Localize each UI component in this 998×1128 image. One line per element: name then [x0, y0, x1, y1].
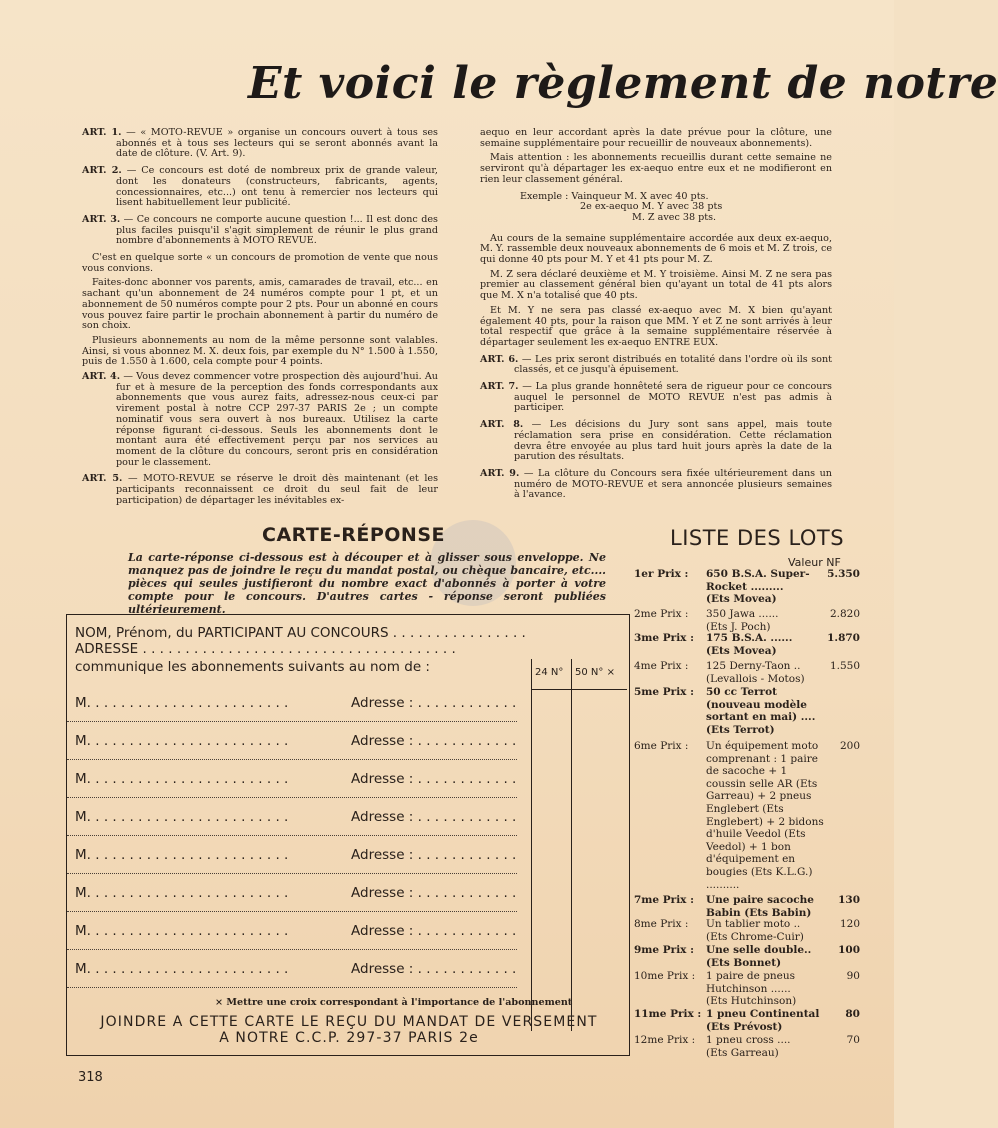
article-text: — MOTO-REVUE se réserve le droit dès maintenant (et les participants reconnaissent ce droit du seul fait de leur participation) de départager les inévitables ex-: [116, 473, 438, 506]
article-label: ART. 4.: [82, 371, 121, 383]
prize-donor: (Ets Movea): [706, 593, 777, 606]
prize-rank-label: Prix :: [662, 944, 694, 956]
prize-value: 100: [838, 944, 860, 956]
prize-donor: (Ets Hutchinson): [706, 995, 797, 1008]
prize-description: [706, 686, 824, 736]
carte-reponse-title: CARTE-RÉPONSE: [262, 524, 446, 546]
article-label: ART. 7.: [480, 381, 519, 393]
participant-address-field[interactable]: ADRESSE . . . . . . . . . . . . . . . . . . . . . . . . . . . . . . . . . . . . .: [75, 641, 456, 657]
prize-donor: (Ets Chrome-Cuir): [706, 930, 804, 943]
subscriber-address-field[interactable]: Adresse : . . . . . . . . . . . .: [351, 885, 517, 901]
prize-item: [634, 1034, 860, 1058]
prize-description: [706, 632, 824, 657]
prize-rank: [634, 632, 704, 645]
subscriber-address-field[interactable]: Adresse : . . . . . . . . . . . .: [351, 809, 517, 825]
prize-rank: [634, 608, 704, 621]
prize-rank-number: 6me: [634, 740, 657, 752]
prize-desc-text: 1 pneu cross ....: [706, 1034, 791, 1046]
prize-rank-number: 3me: [634, 632, 660, 644]
prize-value: 120: [839, 918, 860, 930]
article-label: ART. 2.: [82, 165, 122, 177]
example-line: 2e ex-aequo M. Y avec 38 pts: [580, 201, 723, 213]
prize-description: [706, 970, 824, 1008]
prize-rank-number: 9me: [634, 944, 660, 956]
rule-paragraph: Mais attention : les abonnements recueillis durant cette semaine ne serviront qu'à départager les ex-aequo entre eux et ne modifieront en rien leur classement général.: [480, 152, 832, 185]
prize-desc-text: 50 cc Terrot (nouveau modèle sortant en mai) ....: [706, 686, 816, 724]
subscription-type-table: [531, 659, 627, 1031]
subscriber-name-field[interactable]: M. . . . . . . . . . . . . . . . . . . . . . . .: [75, 847, 289, 863]
prize-desc-text: Un équipement moto comprenant : 1 paire de sacoche + 1 coussin selle AR (Ets Garreau) + 2 pneus Englebert (Ets Englebert) + 2 bidons d'huile Veedol (Ets Veedol) + 1 bon d'équipement en bougies (Ets K.L.G.) ..........: [706, 740, 824, 891]
rule-article: [82, 166, 438, 209]
example-label: Exemple :: [520, 190, 569, 202]
dotted-line: [67, 911, 517, 912]
article-label: ART. 5.: [82, 473, 123, 485]
subscriber-name-field[interactable]: M. . . . . . . . . . . . . . . . . . . . . . . .: [75, 961, 289, 977]
prize-rank-label: Prix :: [666, 970, 696, 982]
prize-rank-number: 8me: [634, 918, 657, 930]
subscriber-name-field[interactable]: M. . . . . . . . . . . . . . . . . . . . . . . .: [75, 733, 289, 749]
prize-value: 5.350: [827, 568, 860, 580]
prize-description: [706, 608, 824, 633]
prize-value: 1.870: [827, 632, 860, 644]
prize-rank-label: Prix :: [666, 1034, 696, 1046]
rule-article: [82, 372, 438, 468]
lots-value-header: Valeur NF: [788, 556, 841, 569]
rule-article: [82, 474, 438, 506]
subscriber-address-field[interactable]: Adresse : . . . . . . . . . . . .: [351, 961, 517, 977]
join-instruction: [75, 1014, 623, 1046]
prize-desc-text: Un tablier moto ..: [706, 918, 801, 930]
subscriber-address-field[interactable]: Adresse : . . . . . . . . . . . .: [351, 923, 517, 939]
article-text: — Les décisions du Jury sont sans appel, mais toute réclamation sera prise en considération. Cette réclamation devra être envoyée au plus tard huit jours après la date de la parution des résultats.: [514, 419, 832, 463]
dotted-line: [67, 835, 517, 836]
article-text: — Les prix seront distribués en totalité dans l'ordre où ils sont classés, et ce jusqu'à épuisement.: [514, 353, 832, 376]
join-line-1: JOINDRE A CETTE CARTE LE REÇU DU MANDAT DE VERSEMENT: [100, 1014, 598, 1030]
prize-item: [634, 944, 860, 968]
article-text: — Vous devez commencer votre prospection dès aujourd'hui. Au fur et à mesure de la perception des fonds correspondants aux abonnements que vous aurez faits, adressez-nous ceux-ci par virement postal à notre CCP 297-37 PARIS 2e ; un compte nominatif vous sera ouvert à nos bureaux. Utilisez la carte réponse figurant ci-dessous. Seuls les abonnements dont le montant aura été effectivement perçu par nos services au moment de la clôture du concours, seront pris en considération pour le classement.: [116, 371, 438, 468]
rule-article: [82, 215, 438, 247]
prize-desc-text: 350 Jawa ......: [706, 608, 779, 620]
prize-item: [634, 686, 860, 738]
rule-paragraph: Et M. Y ne sera pas classé ex-aequo avec M. X bien qu'ayant également 40 pts, pour la raison que MM. Y et Z ne sont arrivés à leur total respectif que grâce à la semaine supplémentaire réservée à départager seulement les ex-aequo ENTRE EUX.: [480, 304, 832, 348]
dotted-line: [67, 987, 517, 988]
prize-rank: [634, 894, 704, 907]
prize-donor: (Ets Prévost): [706, 1020, 783, 1033]
prize-desc-text: 1 pneu Continental: [706, 1008, 820, 1020]
prize-value: 90: [846, 970, 860, 982]
prize-value: 80: [845, 1008, 860, 1020]
prize-donor: (Ets J. Poch): [706, 620, 771, 633]
prize-value: 200: [839, 740, 860, 752]
rule-paragraph: [82, 253, 438, 274]
prize-value: 70: [846, 1034, 860, 1046]
article-label: ART. 1.: [82, 127, 122, 138]
subscriber-name-field[interactable]: M. . . . . . . . . . . . . . . . . . . . . . . .: [75, 771, 289, 787]
dotted-line: [67, 797, 517, 798]
prize-rank: [634, 740, 704, 753]
prize-rank-label: Prix :: [662, 632, 694, 644]
example-line: M. Z avec 38 pts.: [632, 211, 717, 223]
prize-rank-label: Prix :: [660, 918, 689, 930]
prize-desc-text: 125 Derny-Taon ..: [706, 660, 801, 672]
reply-card-form: [66, 614, 630, 1056]
prize-value: 2.820: [829, 608, 860, 620]
join-line-2: A NOTRE C.C.P. 297-37 PARIS 2e: [219, 1030, 479, 1046]
subscriber-name-field[interactable]: M. . . . . . . . . . . . . . . . . . . . . . . .: [75, 695, 289, 711]
article-text: — « MOTO-REVUE » organise un concours ouvert à tous ses abonnés et à tous ses lecteurs qui se seront abonnés avant la date de clôture. (V. Art. 9).: [116, 127, 438, 160]
prize-item: [634, 1008, 860, 1032]
prize-description: [706, 894, 824, 919]
prize-donor: (Ets Movea): [706, 644, 777, 657]
prize-rank: [634, 1008, 704, 1021]
article-label: ART. 8.: [480, 419, 524, 431]
prize-rank-number: 4me: [634, 660, 657, 672]
prize-item: [634, 608, 860, 633]
prize-item: [634, 894, 860, 918]
article-text: — La plus grande honnêteté sera de rigueur pour ce concours auquel le personnel de MOTO REVUE n'est pas admis à participer.: [514, 381, 832, 414]
prize-description: [706, 660, 824, 685]
prize-rank-number: 12me: [634, 1034, 664, 1046]
prize-donor: (Levallois - Motos): [706, 672, 805, 685]
article-text: C'est en quelque sorte « un concours de promotion de vente que nous vous convions.: [82, 252, 438, 274]
page-number: 318: [78, 1070, 103, 1085]
prize-desc-text: 175 B.S.A. ......: [706, 632, 793, 644]
rule-article: [480, 469, 832, 501]
prize-rank-number: 5me: [634, 686, 660, 698]
col-50-numbers: 50 N° ×: [575, 667, 615, 678]
prize-rank-label: Prix :: [657, 568, 689, 580]
subscriber-name-field[interactable]: M. . . . . . . . . . . . . . . . . . . . . . . .: [75, 885, 289, 901]
article-label: ART. 6.: [480, 353, 519, 365]
prize-desc-text: Une selle double..: [706, 944, 812, 956]
prize-item: [634, 740, 860, 890]
prize-description: [706, 944, 824, 969]
subscriptions-heading: communique les abonnements suivants au nom de :: [75, 659, 430, 675]
article-text: — Ce concours est doté de nombreux prix de grande valeur, dont les donateurs (constructeurs, fabricants, agents, concessionnaires, etc...) ont tenu à remercier nos lecteurs qui lisent habituellement leur publicité.: [116, 165, 438, 209]
rule-article: [480, 382, 832, 414]
dotted-line: [67, 759, 517, 760]
prize-desc-text: Une paire sacoche Babin (Ets Babin): [706, 894, 814, 919]
prize-rank: [634, 944, 704, 957]
example-line: Vainqueur M. X avec 40 pts.: [571, 190, 709, 202]
participant-name-field[interactable]: NOM, Prénom, du PARTICIPANT AU CONCOURS . . . . . . . . . . . . . . . .: [75, 625, 526, 641]
prize-value: 130: [838, 894, 860, 906]
rules-left-column: [82, 128, 438, 513]
col-24-numbers: 24 N°: [535, 667, 564, 678]
prize-rank-label: Prix :: [662, 894, 694, 906]
carte-intro: La carte-réponse ci-dessous est à découper et à glisser sous enveloppe. Ne manquez pas de joindre le reçu du mandat postal, ou chèque bancaire, etc.... pièces qui seules justifieront du nombre exact d'abonnés à porter à votre compte pour le concours. D'autres cartes - réponse seront publiées ultérieurement.: [128, 551, 606, 616]
headline: Et voici le règlement de notre: [248, 58, 998, 109]
prize-rank: [634, 686, 704, 699]
article-text: Faites-donc abonner vos parents, amis, camarades de travail, etc... en sachant qu'un abonnement de 24 numéros compte pour 1 pt, et un abonnement de 50 numéros compte pour 2 pts. Pour un abonné en cours vous pouvez faire partir le prochain abonnement à partir du numéro de son choix.: [82, 277, 438, 332]
prize-rank-number: 7me: [634, 894, 660, 906]
prize-item: [634, 918, 860, 942]
prize-value: 1.550: [829, 660, 860, 672]
subscriber-address-field[interactable]: Adresse : . . . . . . . . . . . .: [351, 733, 517, 749]
article-text: — La clôture du Concours sera fixée ultérieurement dans un numéro de MOTO-REVUE et sera annoncée plusieurs semaines à l'avance.: [514, 467, 832, 501]
prize-rank-number: 11me: [634, 1008, 667, 1020]
rule-paragraph: Au cours de la semaine supplémentaire accordée aux deux ex-aequo, M. Y. rassemble deux nouveaux abonnements de 6 mois et M. Z trois, ce qui donne 40 pts pour M. Y et 41 pts pour M. Z.: [480, 232, 832, 266]
rule-paragraph: [82, 336, 438, 368]
rule-article: [480, 355, 832, 376]
prize-description: [706, 740, 824, 891]
subscriber-address-field[interactable]: Adresse : . . . . . . . . . . . .: [351, 847, 517, 863]
prize-donor: (Ets Terrot): [706, 723, 775, 736]
prize-rank: [634, 918, 704, 931]
lots-title: LISTE DES LOTS: [670, 526, 845, 550]
cross-note: × Mettre une croix correspondant à l'importance de l'abonnement: [215, 997, 573, 1008]
prize-rank-number: 2me: [634, 608, 657, 620]
prize-rank: [634, 660, 704, 673]
rules-right-column: [480, 128, 832, 507]
dotted-line: [67, 721, 517, 722]
prize-rank-label: Prix :: [660, 740, 689, 752]
prize-rank-label: Prix :: [662, 686, 694, 698]
dotted-line: [67, 873, 517, 874]
prize-rank: [634, 568, 704, 581]
prize-item: [634, 970, 860, 1006]
article-label: ART. 9.: [480, 467, 520, 479]
prize-item: [634, 632, 860, 658]
prize-item: [634, 568, 860, 604]
prize-rank: [634, 1034, 704, 1047]
rule-paragraph: [82, 278, 438, 332]
rule-article: [82, 128, 438, 160]
subscriber-address-field[interactable]: Adresse : . . . . . . . . . . . .: [351, 771, 517, 787]
prize-rank: [634, 970, 704, 983]
prize-rank-label: Prix :: [660, 608, 689, 620]
subscriber-name-field[interactable]: M. . . . . . . . . . . . . . . . . . . . . . . .: [75, 923, 289, 939]
prize-rank-number: 10me: [634, 970, 664, 982]
prize-desc-text: 650 B.S.A. Super-Rocket .........: [706, 568, 810, 593]
rule-paragraph: M. Z sera déclaré deuxième et M. Y troisième. Ainsi M. Z ne sera pas premier au classement général bien qu'ayant un total de 41 pts alors que M. X n'a totalisé que 40 pts.: [480, 268, 832, 302]
prize-rank-number: 1er: [634, 568, 654, 580]
prize-description: [706, 918, 824, 943]
prize-rank-label: Prix :: [670, 1008, 702, 1020]
prize-donor: (Ets Garreau): [706, 1046, 779, 1059]
rule-article: [480, 420, 832, 463]
prize-item: [634, 660, 860, 684]
article-text: Plusieurs abonnements au nom de la même personne sont valables. Ainsi, si vous abonnez M. X. deux fois, par exemple du N° 1.500 à 1.550, puis de 1.550 à 1.600, cela compte pour 4 points.: [82, 334, 438, 368]
example-block: [520, 192, 832, 224]
article-text: — Ce concours ne comporte aucune question !... Il est donc des plus faciles puisqu'il s'agit simplement de réunir le plus grand nombre d'abonnements à MOTO REVUE.: [116, 213, 438, 247]
prize-description: [706, 1034, 824, 1059]
rule-paragraph: aequo en leur accordant après la date prévue pour la clôture, une semaine supplémentaire pour recueillir de nouveaux abonnements).: [480, 127, 832, 149]
subscriber-name-field[interactable]: M. . . . . . . . . . . . . . . . . . . . . . . .: [75, 809, 289, 825]
prize-donor: (Ets Bonnet): [706, 956, 782, 969]
dotted-line: [67, 949, 517, 950]
prize-description: [706, 1008, 824, 1033]
prize-description: [706, 568, 824, 606]
prize-desc-text: 1 paire de pneus Hutchinson ......: [706, 970, 796, 995]
article-label: ART. 3.: [82, 213, 121, 225]
subscriber-address-field[interactable]: Adresse : . . . . . . . . . . . .: [351, 695, 517, 711]
prize-rank-label: Prix :: [660, 660, 689, 672]
